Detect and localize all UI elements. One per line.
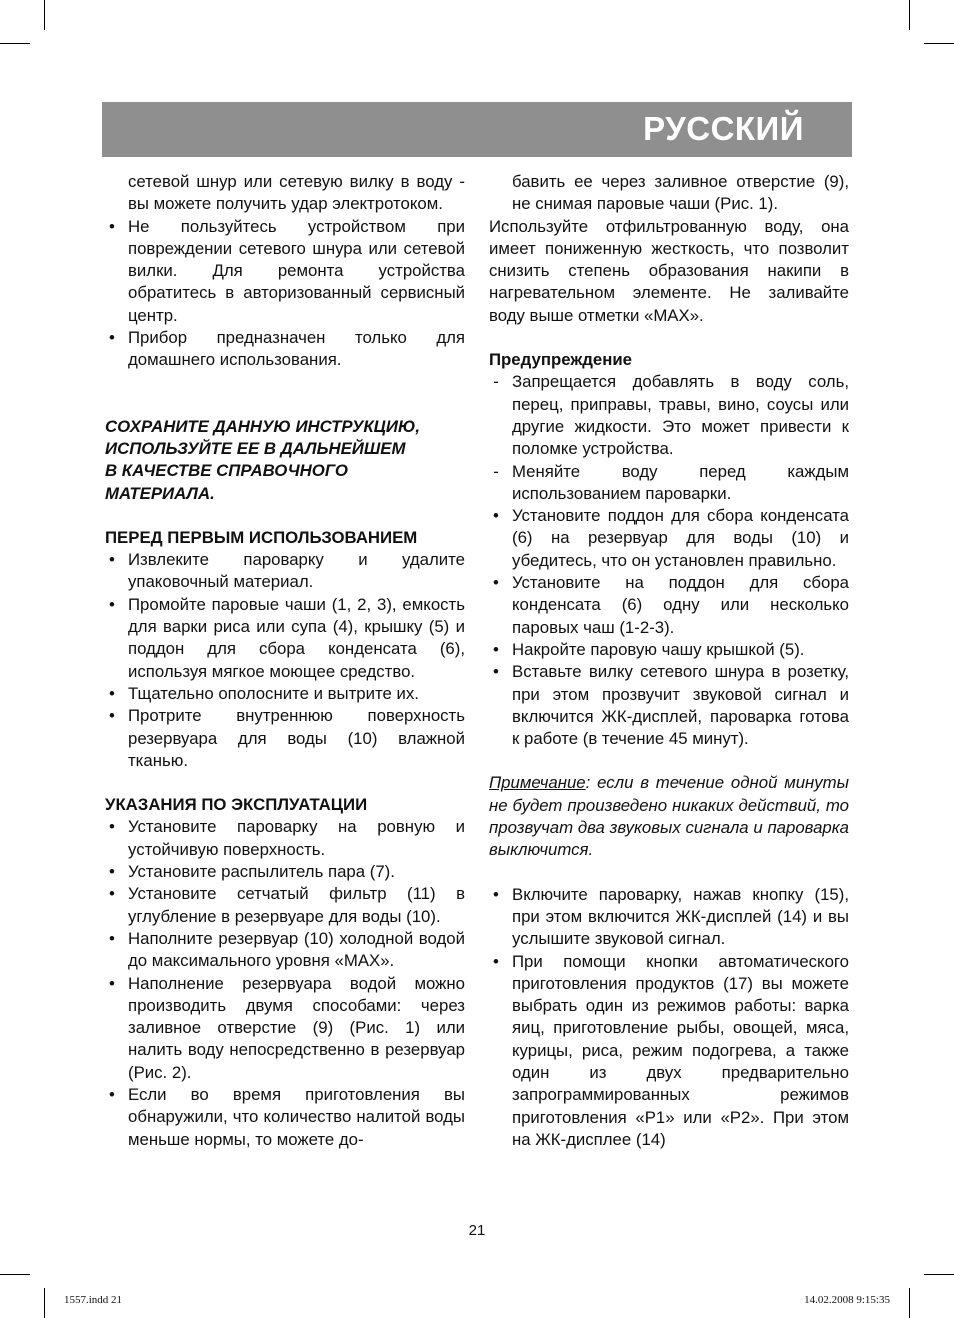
language-title: РУССКИЙ [643, 110, 804, 147]
section-heading-operation: УКАЗАНИЯ ПО ЭКСПЛУАТАЦИИ [105, 795, 368, 815]
bullet-mark: • [109, 683, 115, 703]
water-paragraph: Используйте отфильтрованную воду, она имеет пониженную жесткость, что позволит снизить степень образования накипи в нагревательном элементе. Не заливайте воду выше отметки «MAX». [489, 216, 849, 325]
save-notice [105, 416, 465, 505]
language-header-bar [102, 102, 852, 157]
bullet-mark: • [493, 573, 499, 593]
bullet-mark: • [493, 639, 499, 659]
bullet-mark: • [109, 817, 115, 837]
crop-mark [924, 1274, 954, 1275]
save-notice-line: ИСПОЛЬЗУЙТЕ ЕЕ В ДАЛЬНЕЙШЕМ [105, 438, 406, 458]
crop-mark [0, 1274, 30, 1275]
list-item-text: Установите распылитель пара (7). [128, 862, 395, 882]
bullet-mark: • [109, 550, 115, 570]
bullet-mark: • [109, 884, 115, 904]
list-item-text: Тщательно ополосните и вытрите их. [128, 683, 419, 703]
bullet-mark: • [109, 216, 115, 236]
continuation-text: бавить ее через заливное отверстие (9), не снимая паровые чаши (Рис. 1). [512, 172, 849, 214]
crop-mark [909, 1288, 910, 1318]
list-item [105, 594, 465, 683]
list-item-text: Накройте паровую чашу крышкой (5). [512, 639, 805, 659]
list-item [105, 683, 465, 705]
list-item-text: Запрещается добавлять в воду соль, перец, приправы, травы, вино, соусы или другие жидкости. Это может привести к поломке устройства. [512, 372, 849, 459]
list-item [105, 216, 465, 327]
list-item [105, 883, 465, 928]
list-item-text: Установите пароварку на ровную и устойчивую поверхность. [128, 817, 465, 859]
list-item [489, 461, 849, 506]
crop-mark [909, 0, 910, 30]
list-item [489, 572, 849, 639]
list-item-text: Прибор предназначен только для домашнего использования. [128, 328, 465, 370]
bullet-mark: • [109, 973, 115, 993]
list-item [105, 705, 465, 772]
list-item-text: Установите поддон для сбора конденсата (6) на резервуар для воды (10) и убедитесь, что он установлен правильно. [512, 506, 849, 570]
section-heading-first-use: ПЕРЕД ПЕРВЫМ ИСПОЛЬЗОВАНИЕМ [105, 527, 418, 547]
bullet-mark: • [493, 506, 499, 526]
right-column [489, 171, 849, 1151]
save-notice-line: В КАЧЕСТВЕ СПРАВОЧНОГО [105, 461, 348, 481]
crop-mark [44, 1288, 45, 1318]
bullet-mark: • [109, 862, 115, 882]
note-paragraph [489, 772, 849, 861]
intro-continuation: сетевой шнур или сетевую вилку в воду - вы можете получить удар электротоком. [128, 172, 465, 214]
list-item-text: Не пользуйтесь устройством при повреждении сетевого шнура или сетевой вилки. Для ремонта устройства обратитесь в авторизованный сервисный центр. [128, 216, 465, 325]
list-item [489, 639, 849, 661]
crop-mark [0, 43, 30, 44]
warning-heading: Предупреждение [489, 350, 633, 370]
list-item-text: При помощи кнопки автоматического приготовления продуктов (17) вы можете выбрать один из режимов работы: варка яиц, приготовление рыбы, овощей, мяса, курицы, риса, режим подогрева, а также один из двух предварительно запрограммированных режимов приготовления «P1» или «P2». При этом на ЖК-дисплее (14) [512, 951, 849, 1149]
list-item [105, 1084, 465, 1151]
list-item [489, 884, 849, 951]
list-item [489, 371, 849, 460]
list-item-text: Вставьте вилку сетевого шнура в розетку, при этом прозвучит звуковой сигнал и включится ЖК-дисплей, пароварка готова к работе (в течение 45 минут). [512, 662, 849, 749]
footer-timestamp: 14.02.2008 9:15:35 [804, 1294, 890, 1306]
list-item-text: Протрите внутреннюю поверхность резервуара для воды (10) влажной тканью. [128, 706, 465, 770]
bullet-mark: • [109, 928, 115, 948]
crop-mark [44, 0, 45, 30]
list-item-text: Промойте паровые чаши (1, 2, 3), емкость для варки риса или супа (4), крышку (5) и поддон для сбора конденсата (6), используя мягкое моющее средство. [128, 594, 465, 681]
bullet-mark: • [109, 594, 115, 614]
dash-mark: - [493, 372, 499, 392]
list-item [489, 505, 849, 572]
bullet-mark: • [493, 662, 499, 682]
dash-mark: - [493, 461, 499, 481]
list-item [489, 661, 849, 750]
crop-mark [924, 43, 954, 44]
note-label: Примечание [489, 773, 586, 793]
list-item [105, 327, 465, 372]
save-notice-line: СОХРАНИТЕ ДАННУЮ ИНСТРУКЦИЮ, [105, 416, 421, 436]
bullet-mark: • [109, 328, 115, 348]
list-item-text: Извлеките пароварку и удалите упаковочный материал. [128, 550, 465, 592]
bullet-mark: • [493, 951, 499, 971]
list-item [489, 951, 849, 1152]
list-item-text: Установите сетчатый фильтр (11) в углубление в резервуаре для воды (10). [128, 884, 465, 926]
note-text: : если в течение одной минуты не будет произведено никаких действий, то прозвучат два звуковых сигнала и пароварка выключится. [489, 773, 849, 860]
bullet-mark: • [493, 884, 499, 904]
list-item-text: Меняйте воду перед каждым использованием пароварки. [512, 461, 849, 503]
list-item [105, 928, 465, 973]
list-item [105, 861, 465, 883]
list-item [105, 816, 465, 861]
footer-file-info: 1557.indd 21 [64, 1294, 123, 1306]
list-item-text: Установите на поддон для сбора конденсата (6) одну или несколько паровых чаш (1-2-3). [512, 573, 849, 637]
left-column [105, 171, 465, 1151]
page-number: 21 [468, 1222, 486, 1239]
list-item [105, 549, 465, 594]
bullet-mark: • [109, 706, 115, 726]
list-item-text: Если во время приготовления вы обнаружили, что количество налитой воды меньше нормы, то можете до- [128, 1084, 465, 1149]
save-notice-line: МАТЕРИАЛА. [105, 483, 215, 503]
list-item-text: Наполните резервуар (10) холодной водой до максимального уровня «MAX». [128, 928, 465, 971]
list-item-text: Наполнение резервуара водой можно производить двумя способами: через заливное отверстие (9) (Рис. 1) или налить воду непосредственно в резервуар (Рис. 2). [128, 973, 465, 1082]
list-item [105, 973, 465, 1084]
list-item-text: Включите пароварку, нажав кнопку (15), при этом включится ЖК-дисплей (14) и вы услышите звуковой сигнал. [512, 884, 849, 949]
bullet-mark: • [109, 1084, 115, 1104]
